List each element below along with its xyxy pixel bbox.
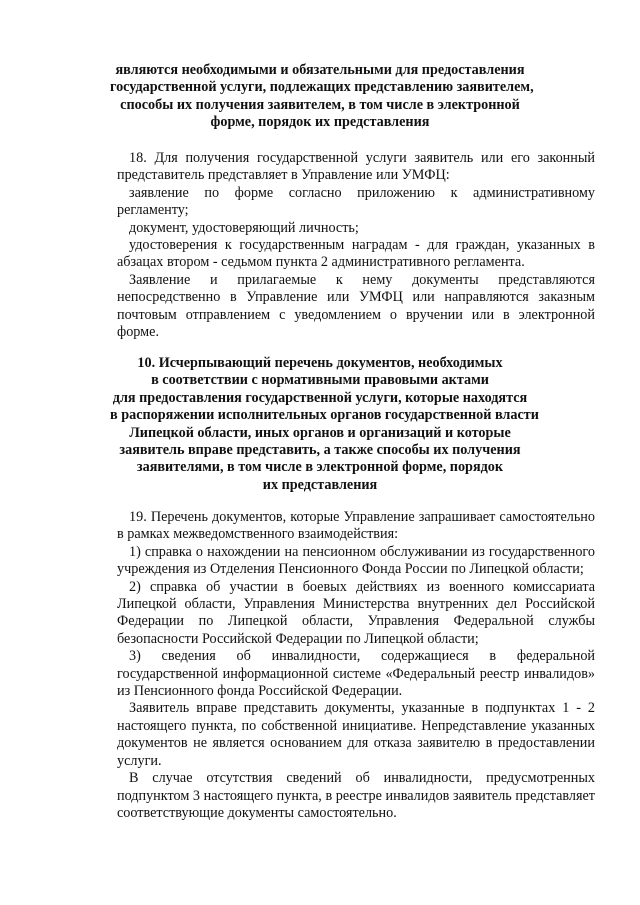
heading-line: в распоряжении исполнительных органов государственной власти — [110, 407, 539, 424]
heading-line: для предоставления государственной услуги, которые находятся — [112, 389, 528, 406]
heading-line: являются необходимыми и обязательными для предоставления — [115, 62, 525, 78]
paragraph-identity-document: документ, удостоверяющий личность; — [129, 219, 359, 236]
heading-line: в соответствии с нормативными правовыми актами — [151, 372, 489, 389]
heading-line: государственной услуги, подлежащих представлению заявителем, — [110, 79, 534, 96]
heading-line: форме, порядок их представления — [210, 114, 430, 131]
paragraph-own-initiative: Заявитель вправе представить документы, указанные в подпунктах 1 - 2 настоящего пункта, по собственной инициативе. Непредставление указанных документов не является основанием для отказа заявителю в предоставлении услуги. — [117, 700, 595, 769]
heading-line: 10. Исчерпывающий перечень документов, необходимых — [137, 355, 503, 371]
paragraph-item-3: 3) сведения об инвалидности, содержащиеся в федеральной государственной информационной системе «Федеральный реестр инвалидов» из Пенсионного фонда Российской Федерации. — [117, 648, 595, 700]
heading-line: Липецкой области, иных органов и организаций и которые — [129, 424, 511, 441]
paragraph-award-certificates: удостоверения к государственным наградам - для граждан, указанных в абзацах втором - седьмом пункта 2 административного регламента. — [117, 237, 595, 271]
paragraph-item-1: 1) справка о нахождении на пенсионном обслуживании из государственного учреждения из Отделения Пенсионного Фонда России по Липецкой области; — [117, 543, 595, 578]
paragraph-18: 18. Для получения государственной услуги заявитель или его законный представитель представляет в Управление или УМФЦ: — [117, 150, 595, 184]
paragraph-application-form: заявление по форме согласно приложению к административному регламенту; — [117, 184, 595, 219]
heading-line: заявитель вправе представить, а также способы их получения — [119, 442, 521, 459]
heading-line: способы их получения заявителем, в том числе в электронной — [120, 96, 520, 113]
section-9-heading — [110, 62, 534, 132]
paragraph-submission: Заявление и прилагаемые к нему документы представляются непосредственно в Управление или УМФЦ или направляются заказным почтовым отправлением с уведомлением о вручении или в электронной форме. — [117, 271, 595, 341]
section-9-body — [117, 150, 595, 341]
section-10-heading — [110, 355, 539, 494]
paragraph-19: 19. Перечень документов, которые Управление запрашивает самостоятельно в рамках межведомственного взаимодействия: — [117, 509, 595, 543]
heading-line: их представления — [262, 476, 378, 493]
paragraph-no-disability-data: В случае отсутствия сведений об инвалидности, предусмотренных подпунктом 3 настоящего пункта, в реестре инвалидов заявитель представляет соответствующие документы самостоятельно. — [117, 770, 595, 821]
section-10-body — [117, 509, 595, 822]
paragraph-item-2: 2) справка об участии в боевых действиях из военного комиссариата Липецкой области, Управления Министерства внутренних дел Российской Федерации по Липецкой области, Управления Федеральной службы безопасности Российской Федерации по Липецкой области; — [117, 578, 595, 647]
heading-line: заявителями, в том числе в электронной форме, порядок — [136, 459, 504, 476]
